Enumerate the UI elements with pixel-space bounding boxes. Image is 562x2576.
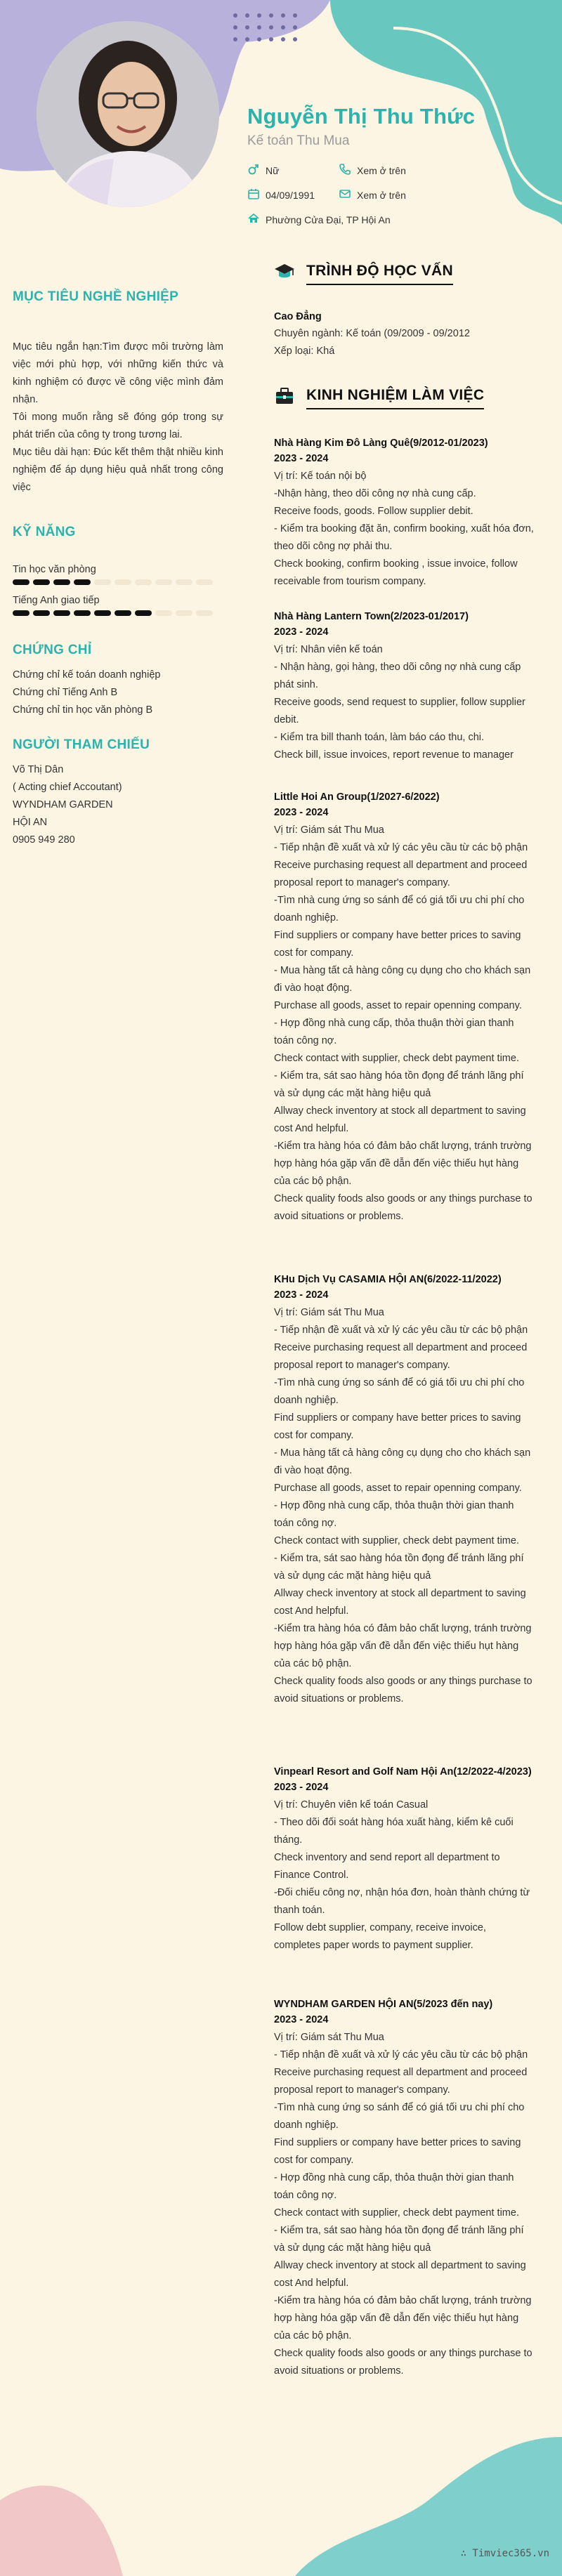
experience-entry xyxy=(274,1764,534,1954)
skill-rating-dot xyxy=(176,610,192,616)
job-detail-line: - Nhận hàng, gọi hàng, theo dõi công nợ nhà cung cấp phát sinh. xyxy=(274,662,521,690)
job-detail-line: -Kiểm tra hàng hóa có đảm bảo chất lượng, tránh trường hợp hàng hóa gặp vấn đề dẫn đến việc thiếu hụt hàng của các bộ phận. xyxy=(274,1623,532,1669)
objective-line: Tôi mong muốn rằng sẽ đóng góp trong sự phát triển của công ty trong tương lai. xyxy=(13,412,223,440)
watermark: ∴ Timviec365.vn xyxy=(460,2548,549,2559)
job-detail-line: Allway check inventory at stock all department to saving cost And helpful. xyxy=(274,1105,526,1134)
calendar-icon xyxy=(247,188,260,202)
job-company: Nhà Hàng Lantern Town(2/2023-01/2017) xyxy=(274,611,469,622)
job-detail-line: - Kiểm tra booking đặt ăn, confirm booking, xuất hóa đơn, theo dõi công nợ phải thu. xyxy=(274,523,534,552)
job-detail-line: - Hợp đồng nhà cung cấp, thỏa thuận thời gian thanh toán công nợ. xyxy=(274,1018,514,1046)
skill-rating-dot xyxy=(74,610,91,616)
experience-title: KINH NGHIỆM LÀM VIỆC xyxy=(306,387,484,409)
education-school: Cao Đẳng xyxy=(274,311,322,322)
address-item xyxy=(247,212,479,227)
experience-header xyxy=(274,386,534,410)
experience-entry xyxy=(274,435,534,591)
job-detail-line: Receive foods, goods. Follow supplier debit. xyxy=(274,506,473,517)
job-company: WYNDHAM GARDEN HỘI AN(5/2023 đến nay) xyxy=(274,1999,493,2010)
reference-title: NGƯỜI THAM CHIẾU xyxy=(13,737,150,752)
education-line: Chuyên ngành: Kế toán (09/2009 - 09/2012 xyxy=(274,328,470,339)
reference-line: Võ Thị Dân xyxy=(13,764,64,775)
graduation-cap-icon xyxy=(274,261,295,286)
address-text: Phường Cửa Đại, TP Hội An xyxy=(266,213,391,225)
reference-line: ( Acting chief Accoutant) xyxy=(13,782,122,793)
objective-line: Mục tiêu ngắn hạn:Tìm được môi trường làm việc mới phù hợp, với những kiến thức và kinh nghiệm có được về công việc mình đảm nhận. xyxy=(13,341,223,405)
job-detail-line: - Kiểm tra, sát sao hàng hóa tồn đọng để tránh lãng phí và sử dụng các mặt hàng hiệu quả xyxy=(274,1553,524,1582)
job-detail-line: - Hợp đồng nhà cung cấp, thỏa thuận thời gian thanh toán công nợ. xyxy=(274,2172,514,2201)
contact-info xyxy=(247,163,479,227)
email-item xyxy=(339,188,479,202)
job-detail-line: Receive purchasing request all department and proceed proposal report to manager's company. xyxy=(274,1342,528,1371)
job-detail-line: Check quality foods also goods or any things purchase to avoid situations or problems. xyxy=(274,1676,532,1704)
job-detail-line: Find suppliers or company have better prices to saving cost for company. xyxy=(274,2137,521,2166)
skills-title: KỸ NĂNG xyxy=(13,525,76,539)
experience-list xyxy=(274,435,534,2380)
skill-rating-dot xyxy=(53,610,70,616)
skill-rating-dot xyxy=(155,610,172,616)
job-period: 2023 - 2024 xyxy=(274,453,329,464)
education-entry xyxy=(274,311,534,360)
job-detail-line: Check contact with supplier, check debt payment time. xyxy=(274,1053,519,1064)
experience-entry xyxy=(274,1997,534,2380)
skill-rating-dot xyxy=(94,610,111,616)
job-period: 2023 - 2024 xyxy=(274,2014,329,2025)
skill-rating-dot xyxy=(135,579,152,585)
avatar-photo xyxy=(37,21,219,207)
skill-rating-dot xyxy=(115,579,131,585)
job-period: 2023 - 2024 xyxy=(274,1289,329,1301)
certificate-item: Chứng chỉ tin học văn phòng B xyxy=(13,704,153,716)
job-detail-line: Check contact with supplier, check debt payment time. xyxy=(274,1535,519,1546)
reference-details xyxy=(13,761,223,849)
experience-entry xyxy=(274,609,534,764)
job-detail-line: Find suppliers or company have better prices to saving cost for company. xyxy=(274,1412,521,1441)
objective-title: MỤC TIÊU NGHỀ NGHIỆP xyxy=(13,289,179,304)
job-detail-line: Follow debt supplier, company, receive invoice, completes paper words to payment supplier. xyxy=(274,1922,486,1951)
education-title: TRÌNH ĐỘ HỌC VẤN xyxy=(306,263,453,285)
job-detail-line: - Kiểm tra bill thanh toán, làm báo cáo thu, chi. xyxy=(274,732,485,743)
job-company: Vinpearl Resort and Golf Nam Hội An(12/2022-4/2023) xyxy=(274,1766,532,1777)
skill-rating-dot xyxy=(53,579,70,585)
job-detail-line: - Theo dõi đối soát hàng hóa xuất hàng, kiểm kê cuối tháng. xyxy=(274,1817,514,1846)
phone-item xyxy=(339,163,479,178)
certificates-title: CHỨNG CHỈ xyxy=(13,643,92,657)
candidate-name: Nguyễn Thị Thu Thức xyxy=(247,104,476,129)
skill-rating-dot xyxy=(13,579,30,585)
reference-line: HỘI AN xyxy=(13,817,48,828)
job-company: Nhà Hàng Kim Đô Làng Quê(9/2012-01/2023) xyxy=(274,438,488,449)
education-header xyxy=(274,261,534,286)
certificate-item: Chứng chỉ kế toán doanh nghiệp xyxy=(13,669,161,681)
job-detail-line: -Kiểm tra hàng hóa có đảm bảo chất lượng, tránh trường hợp hàng hóa gặp vấn đề dẫn đến việc thiếu hụt hàng của các bộ phận. xyxy=(274,1141,532,1187)
briefcase-icon xyxy=(274,386,295,410)
skill-rating-bar xyxy=(13,579,223,585)
experience-entry xyxy=(274,1272,534,1708)
job-detail-line: - Tiếp nhận đề xuất và xử lý các yêu cầu từ các bộ phận xyxy=(274,2049,528,2061)
job-detail-line: Vị trí: Giám sát Thu Mua xyxy=(274,1307,384,1318)
skill-rating-dot xyxy=(155,579,172,585)
skill-rating-dot xyxy=(176,579,192,585)
gender-item xyxy=(247,163,339,178)
skill-rating-dot xyxy=(74,579,91,585)
job-detail-line: Receive purchasing request all department and proceed proposal report to manager's company. xyxy=(274,2067,528,2096)
job-detail-line: - Kiểm tra, sát sao hàng hóa tồn đọng để tránh lãng phí và sử dụng các mặt hàng hiệu quả xyxy=(274,1070,524,1099)
job-detail-line: Receive goods, send request to supplier, follow supplier debit. xyxy=(274,697,525,725)
job-detail-line: -Tìm nhà cung ứng so sánh để có giá tối ưu chi phí cho doanh nghiệp. xyxy=(274,1377,525,1406)
job-detail-line: Vị trí: Nhân viên kế toán xyxy=(274,644,383,655)
job-detail-line: Check bill, issue invoices, report revenue to manager xyxy=(274,749,514,761)
avatar xyxy=(37,21,219,207)
dob-item xyxy=(247,188,339,202)
job-detail-line: -Tìm nhà cung ứng so sánh để có giá tối ưu chi phí cho doanh nghiệp. xyxy=(274,895,525,924)
job-period: 2023 - 2024 xyxy=(274,626,329,638)
skill-rating-dot xyxy=(115,610,131,616)
gender-icon xyxy=(247,163,260,178)
phone-icon xyxy=(339,163,351,178)
reference-line: 0905 949 280 xyxy=(13,834,75,846)
skill-rating-dot xyxy=(196,579,213,585)
certificate-item: Chứng chỉ Tiếng Anh B xyxy=(13,687,118,698)
job-detail-line: Check contact with supplier, check debt payment time. xyxy=(274,2207,519,2219)
job-detail-line: Vị trí: Kế toán nội bộ xyxy=(274,471,367,482)
dob-text: 04/09/1991 xyxy=(266,189,315,201)
job-detail-line: Vị trí: Giám sát Thu Mua xyxy=(274,824,384,836)
right-column xyxy=(274,261,534,2380)
job-detail-line: Check quality foods also goods or any things purchase to avoid situations or problems. xyxy=(274,1193,532,1222)
objective-line: Mục tiêu dài hạn: Đúc kết thêm thật nhiều kinh nghiệm để áp dụng hiệu quả nhất trong công việc xyxy=(13,447,223,493)
job-detail-line: - Mua hàng tất cả hàng công cụ dụng cho cho khách sạn đi vào hoạt động. xyxy=(274,1447,531,1476)
skill-rating-dot xyxy=(33,610,50,616)
skill-rating-dot xyxy=(196,610,213,616)
job-period: 2023 - 2024 xyxy=(274,807,329,818)
gender-text: Nữ xyxy=(266,164,280,176)
certificates-list xyxy=(13,666,223,719)
job-detail-line: Check booking, confirm booking , issue invoice, follow receivable from tourism company. xyxy=(274,558,518,587)
job-detail-line: Allway check inventory at stock all department to saving cost And helpful. xyxy=(274,2260,526,2289)
job-detail-line: Vị trí: Giám sát Thu Mua xyxy=(274,2032,384,2043)
job-detail-line: -Tìm nhà cung ứng so sánh để có giá tối ưu chi phí cho doanh nghiệp. xyxy=(274,2102,525,2131)
job-detail-line: Check inventory and send report all department to Finance Control. xyxy=(274,1852,500,1881)
skill-rating-dot xyxy=(94,579,111,585)
experience-entry xyxy=(274,789,534,1225)
skill-name: Tin học văn phòng xyxy=(13,564,96,575)
skill-rating-dot xyxy=(13,610,30,616)
job-period: 2023 - 2024 xyxy=(274,1782,329,1793)
left-column xyxy=(13,289,223,867)
reference-line: WYNDHAM GARDEN xyxy=(13,799,113,810)
job-company: KHu Dịch Vụ CASAMIA HỘI AN(6/2022-11/2022) xyxy=(274,1274,502,1285)
job-detail-line: -Đối chiếu công nợ, nhận hóa đơn, hoàn thành chứng từ thanh toán. xyxy=(274,1887,530,1916)
job-detail-line: Receive purchasing request all department and proceed proposal report to manager's company. xyxy=(274,860,528,888)
job-company: Little Hoi An Group(1/2027-6/2022) xyxy=(274,791,440,803)
candidate-job-title: Kế toán Thu Mua xyxy=(247,133,350,148)
skill-name: Tiếng Anh giao tiếp xyxy=(13,595,100,606)
home-icon xyxy=(247,212,260,227)
job-detail-line: - Kiểm tra, sát sao hàng hóa tồn đọng để tránh lãng phí và sử dụng các mặt hàng hiệu quả xyxy=(274,2225,524,2254)
education-line: Xếp loại: Khá xyxy=(274,346,335,357)
job-detail-line: Purchase all goods, asset to repair openning company. xyxy=(274,1483,522,1494)
objective-text xyxy=(13,339,223,497)
skill-rating-dot xyxy=(135,610,152,616)
phone-text: Xem ở trên xyxy=(357,164,406,176)
job-detail-line: Purchase all goods, asset to repair openning company. xyxy=(274,1000,522,1011)
job-detail-line: - Tiếp nhận đề xuất và xử lý các yêu cầu từ các bộ phận xyxy=(274,842,528,853)
job-detail-line: Check quality foods also goods or any things purchase to avoid situations or problems. xyxy=(274,2348,532,2377)
job-detail-line: Vị trí: Chuyên viên kế toán Casual xyxy=(274,1799,429,1811)
job-detail-line: - Mua hàng tất cả hàng công cụ dụng cho cho khách sạn đi vào hoạt động. xyxy=(274,965,531,994)
job-detail-line: Allway check inventory at stock all department to saving cost And helpful. xyxy=(274,1588,526,1617)
job-detail-line: -Kiểm tra hàng hóa có đảm bảo chất lượng, tránh trường hợp hàng hóa gặp vấn đề dẫn đến việc thiếu hụt hàng của các bộ phận. xyxy=(274,2295,532,2341)
email-text: Xem ở trên xyxy=(357,189,406,201)
job-detail-line: -Nhận hàng, theo dõi công nợ nhà cung cấp. xyxy=(274,488,476,499)
job-detail-line: - Tiếp nhận đề xuất và xử lý các yêu cầu từ các bộ phận xyxy=(274,1325,528,1336)
skill-rating-bar xyxy=(13,610,223,616)
email-icon xyxy=(339,188,351,202)
job-detail-line: - Hợp đồng nhà cung cấp, thỏa thuận thời gian thanh toán công nợ. xyxy=(274,1500,514,1529)
skill-rating-dot xyxy=(33,579,50,585)
job-detail-line: Find suppliers or company have better prices to saving cost for company. xyxy=(274,930,521,959)
